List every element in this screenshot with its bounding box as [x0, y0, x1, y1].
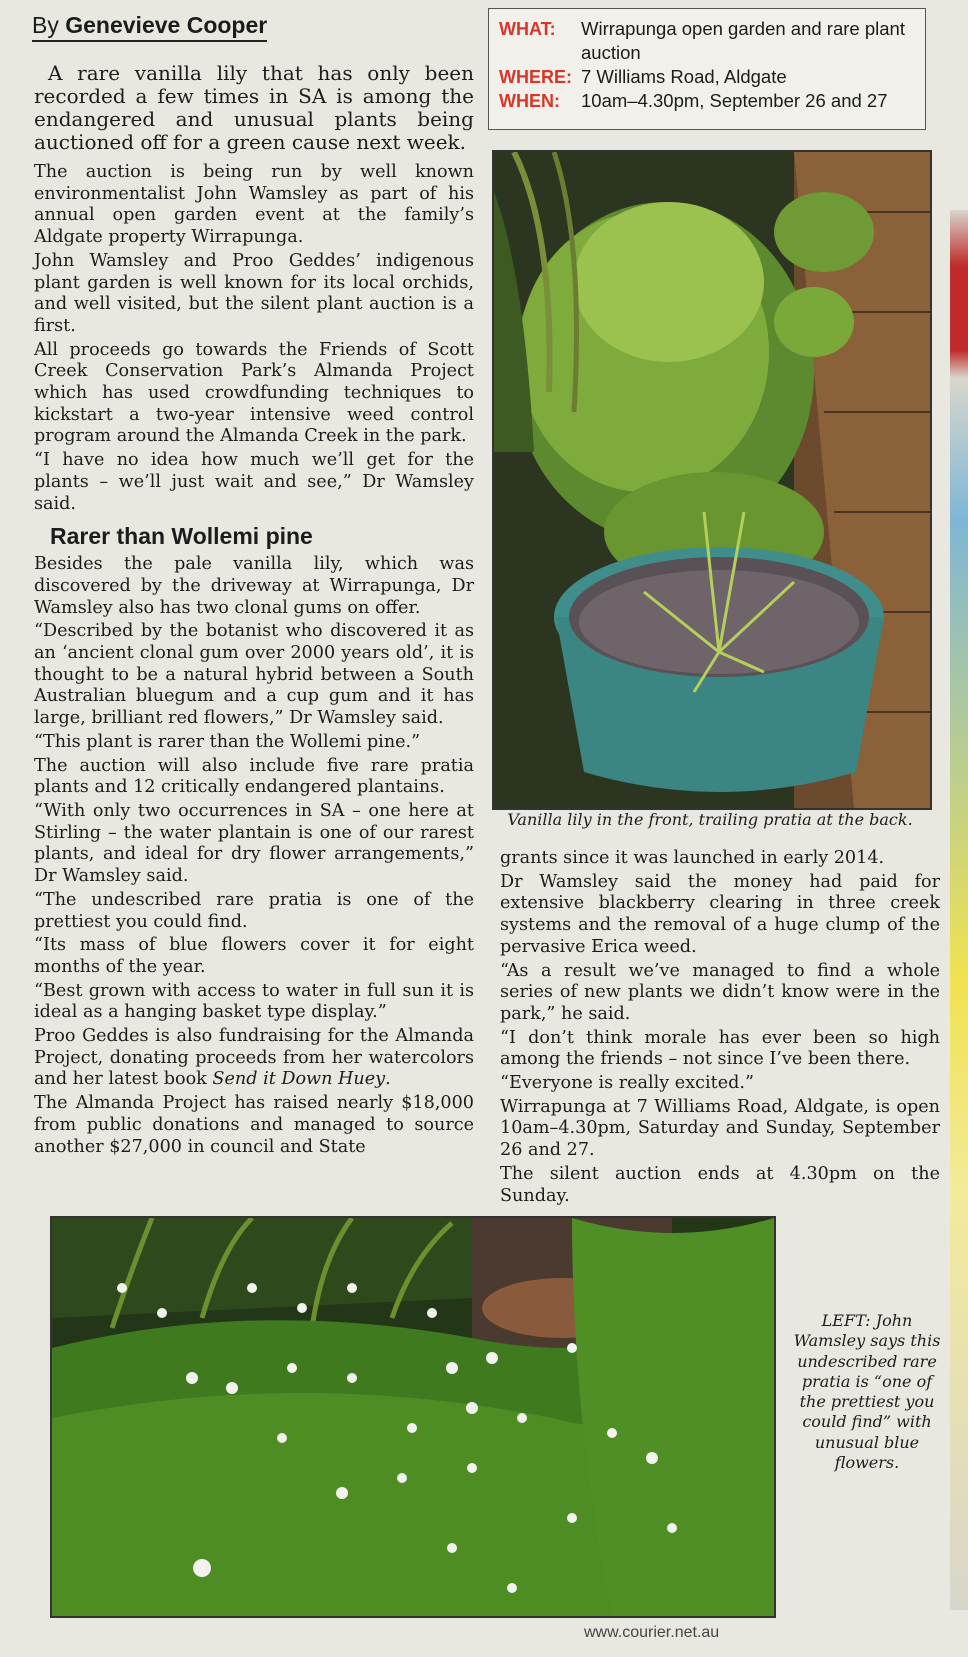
body-paragraph: “The undescribed rare pratia is one of the prettiest you could find. [34, 889, 474, 932]
where-label: WHERE: [499, 67, 572, 87]
footer-url: www.courier.net.au [584, 1624, 720, 1641]
body-paragraph: “I don’t think morale has ever been so high among the friends – not since I’ve been there. [500, 1027, 940, 1070]
pratia-photo-caption: LEFT: John Wamsley says this undescribed rare pratia is “one of the prettiest you could find” with unusual blue flowers. [793, 1311, 941, 1473]
body-paragraph: The auction is being run by well known environmentalist John Wamsley as part of his annual open garden event at the family’s Aldgate property Wirrapunga. [34, 162, 474, 248]
vanilla-lily-photo [492, 150, 932, 810]
body-paragraph: “Its mass of blue flowers cover it for eight months of the year. [34, 935, 474, 977]
photo-caption: Vanilla lily in the front, trailing pratia at the back. [507, 810, 913, 829]
body-paragraph: “This plant is rarer than the Wollemi pine.” [34, 731, 421, 752]
body-paragraph: The auction will also include five rare pratia plants and 12 critically endangered plantains. [34, 755, 474, 798]
body-paragraph: All proceeds go towards the Friends of Scott Creek Conservation Park’s Almanda Project which has used crowdfunding techniques to kickstart a two-year intensive weed control program around the Almanda Creek in the park. [34, 339, 474, 447]
body-paragraph: John Wamsley and Proo Geddes’ indigenous plant garden is well known for its local orchids, and well visited, but the silent plant auction is a first. [34, 250, 474, 336]
where-value: 7 Williams Road, Aldgate [581, 66, 787, 87]
lead-paragraph: A rare vanilla lily that has only been recorded a few times in SA is among the endangered and unusual plants being auctioned off for a green cause next week. [34, 61, 474, 154]
body-paragraph: “With only two occurrences in SA – one here at Stirling – the water plantain is one of our rarest plants, and ideal for dry flower arrangements,” Dr Wamsley said. [34, 800, 474, 887]
body-paragraph: Wirrapunga at 7 Williams Road, Aldgate, is open 10am–4.30pm, Saturday and Sunday, September 26 and 27. [500, 1096, 940, 1161]
body-paragraph [34, 1026, 474, 1091]
byline [32, 12, 267, 42]
info-row-what [499, 17, 915, 65]
what-label: WHAT: [499, 19, 556, 39]
body-paragraph: “As a result we’ve managed to find a whole series of new plants we didn’t know were in the park,” he said. [500, 960, 940, 1024]
p13-end: . [385, 1069, 391, 1090]
body-paragraph: “Described by the botanist who discovered it as an ‘ancient clonal gum over 2000 years old’, it is thought to be a natural hybrid between a South Australian bluegum and a cup gum and it has large, brilliant red flowers,” Dr Wamsley said. [34, 621, 474, 729]
info-row-when [499, 89, 915, 113]
when-value: 10am–4.30pm, September 26 and 27 [581, 90, 888, 111]
byline-prefix: By [32, 12, 59, 38]
pratia-photo [50, 1216, 776, 1618]
body-paragraph: “I have no idea how much we’ll get for the plants – we’ll just wait and see,” Dr Wamsley said. [34, 450, 474, 514]
vanilla-lily-photo-art [494, 152, 930, 808]
pratia-photo-art [52, 1218, 774, 1616]
body-paragraph: Besides the pale vanilla lily, which was discovered by the driveway at Wirrapunga, Dr Wamsley also has two clonal gums on offer. [34, 554, 474, 618]
body-paragraph: The Almanda Project has raised nearly $18,000 from public donations and managed to source another $27,000 in council and State [34, 1093, 474, 1157]
subheading: Rarer than Wollemi pine [50, 523, 313, 550]
book-title: Send it Down Huey [212, 1069, 386, 1090]
body-paragraph: The silent auction ends at 4.30pm on the Sunday. [500, 1163, 940, 1206]
article-column-left [34, 62, 474, 1160]
article-column-right [500, 848, 940, 1209]
body-paragraph: Dr Wamsley said the money had paid for extensive blackberry clearing in three creek systems and the removal of a huge clump of the pervasive Erica weed. [500, 871, 940, 957]
byline-author: Genevieve Cooper [65, 12, 268, 38]
when-label: WHEN: [499, 91, 560, 111]
event-info-box [488, 8, 926, 130]
info-row-where [499, 65, 915, 89]
body-paragraph: “Best grown with access to water in full sun it is ideal as a hanging basket type display.” [34, 980, 474, 1023]
body-paragraph: grants since it was launched in early 2014. [500, 848, 885, 868]
body-paragraph: “Everyone is really excited.” [500, 1073, 754, 1094]
adjacent-page-edge [950, 210, 968, 1610]
what-value: Wirrapunga open garden and rare plant auction [581, 18, 905, 63]
p13-text: Proo Geddes is also fundraising for the Almanda Project, donating proceeds from her watercolors and her latest book [34, 1026, 474, 1090]
